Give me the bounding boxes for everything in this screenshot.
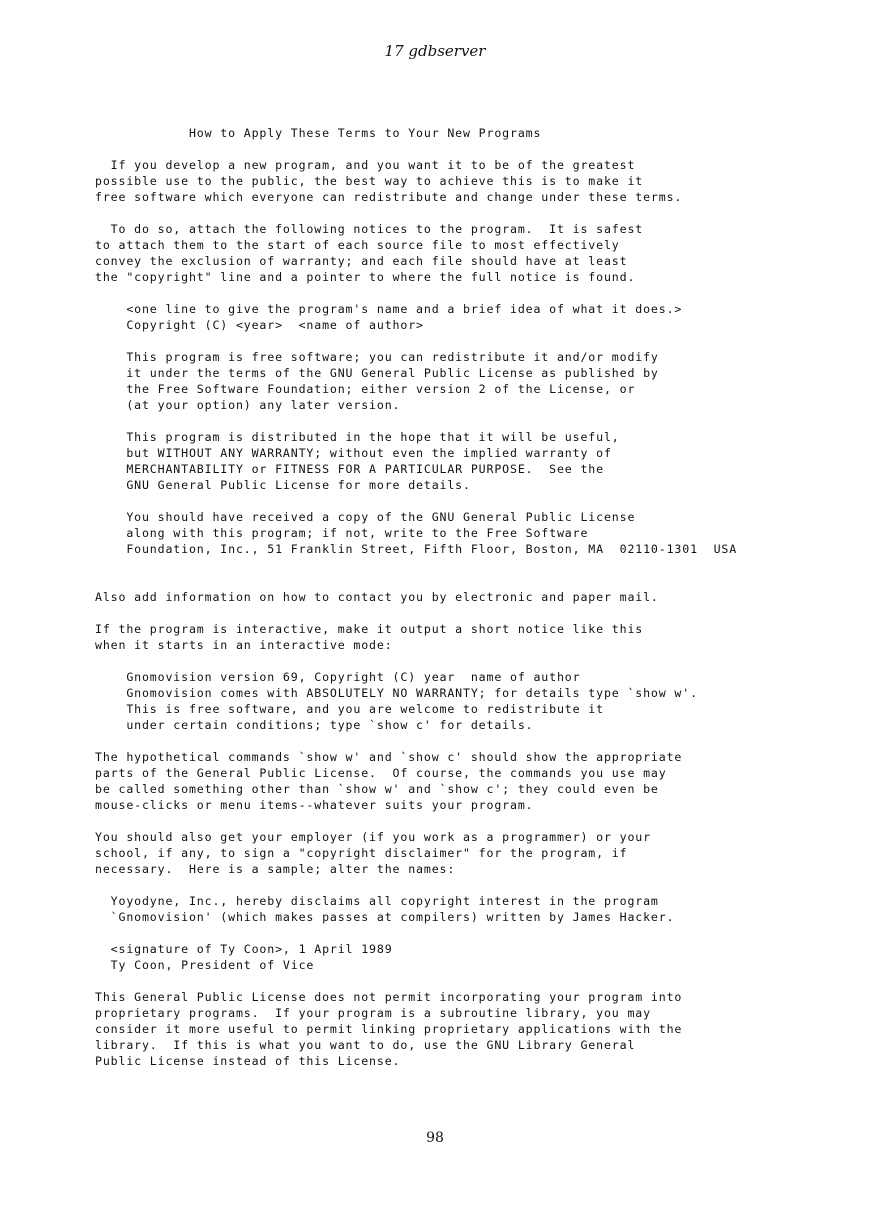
notice-program-line: <one line to give the program's name and a brief idea of what it does.> Copyright (C) <year> <name of author> <box>126 302 683 332</box>
paragraph-develop-program: If you develop a new program, and you want it to be of the greatest possible use to the public, the best way to achieve this is to make it free software which everyone can redistribute and change under these terms. <box>95 158 683 204</box>
section-heading: How to Apply These Terms to Your New Programs <box>95 126 542 140</box>
paragraph-library-license: This General Public License does not permit incorporating your program into proprietary programs. If your program is a subroutine library, you may consider it more useful to permit linking proprietary applications with the library. If this is what you want to do, use the GNU Library General Public License instead of this License. <box>95 990 683 1068</box>
paragraph-attach-notices: To do so, attach the following notices to the program. It is safest to attach them to the start of each source file to most effectively convey the exclusion of warranty; and each file should have at least the "copyright" line and a pointer to where the full notice is found. <box>95 222 644 284</box>
notice-license-copy: You should have received a copy of the GNU General Public License along with this program; if not, write to the Free Software Foundation, Inc., 51 Franklin Street, Fifth Floor, Boston, MA 02110-1301 USA <box>126 510 738 556</box>
page-number: 98 <box>426 1130 444 1146</box>
notice-warranty: This program is distributed in the hope that it will be useful, but WITHOUT ANY WARRANTY; without even the implied warranty of MERCHANTABILITY or FITNESS FOR A PARTICULAR PURPOSE. See the GNU General Public License for more details. <box>126 430 620 492</box>
paragraph-employer: You should also get your employer (if you work as a programmer) or your school, if any, to sign a "copyright disclaimer" for the program, if necessary. Here is a sample; alter the names: <box>95 830 651 876</box>
gnomovision-notice: Gnomovision version 69, Copyright (C) year name of author Gnomovision comes with ABSOLUTELY NO WARRANTY; for details type `show w'. This is free software, and you are welcome to redistribute it under certain conditions; type `show c' for details. <box>126 670 698 732</box>
paragraph-interactive: If the program is interactive, make it output a short notice like this when it starts in an interactive mode: <box>95 622 644 652</box>
signature-block: <signature of Ty Coon>, 1 April 1989 Ty Coon, President of Vice <box>110 942 393 972</box>
paragraph-show-commands: The hypothetical commands `show w' and `show c' should show the appropriate parts of the General Public License. Of course, the commands you use may be called something other than `show w' and `show c'; they could even be mouse-clicks or menu items--whatever suits your program. <box>95 750 683 812</box>
paragraph-contact-info: Also add information on how to contact you by electronic and paper mail. <box>95 590 659 604</box>
copyright-disclaimer: Yoyodyne, Inc., hereby disclaims all copyright interest in the program `Gnomovision' (which makes passes at compilers) written by James Hacker. <box>110 894 675 924</box>
notice-free-software: This program is free software; you can redistribute it and/or modify it under the terms of the GNU General Public License as published by the Free Software Foundation; either version 2 of the License, or (at your option) any later version. <box>126 350 659 412</box>
running-header: 17 gdbserver <box>384 42 486 60</box>
